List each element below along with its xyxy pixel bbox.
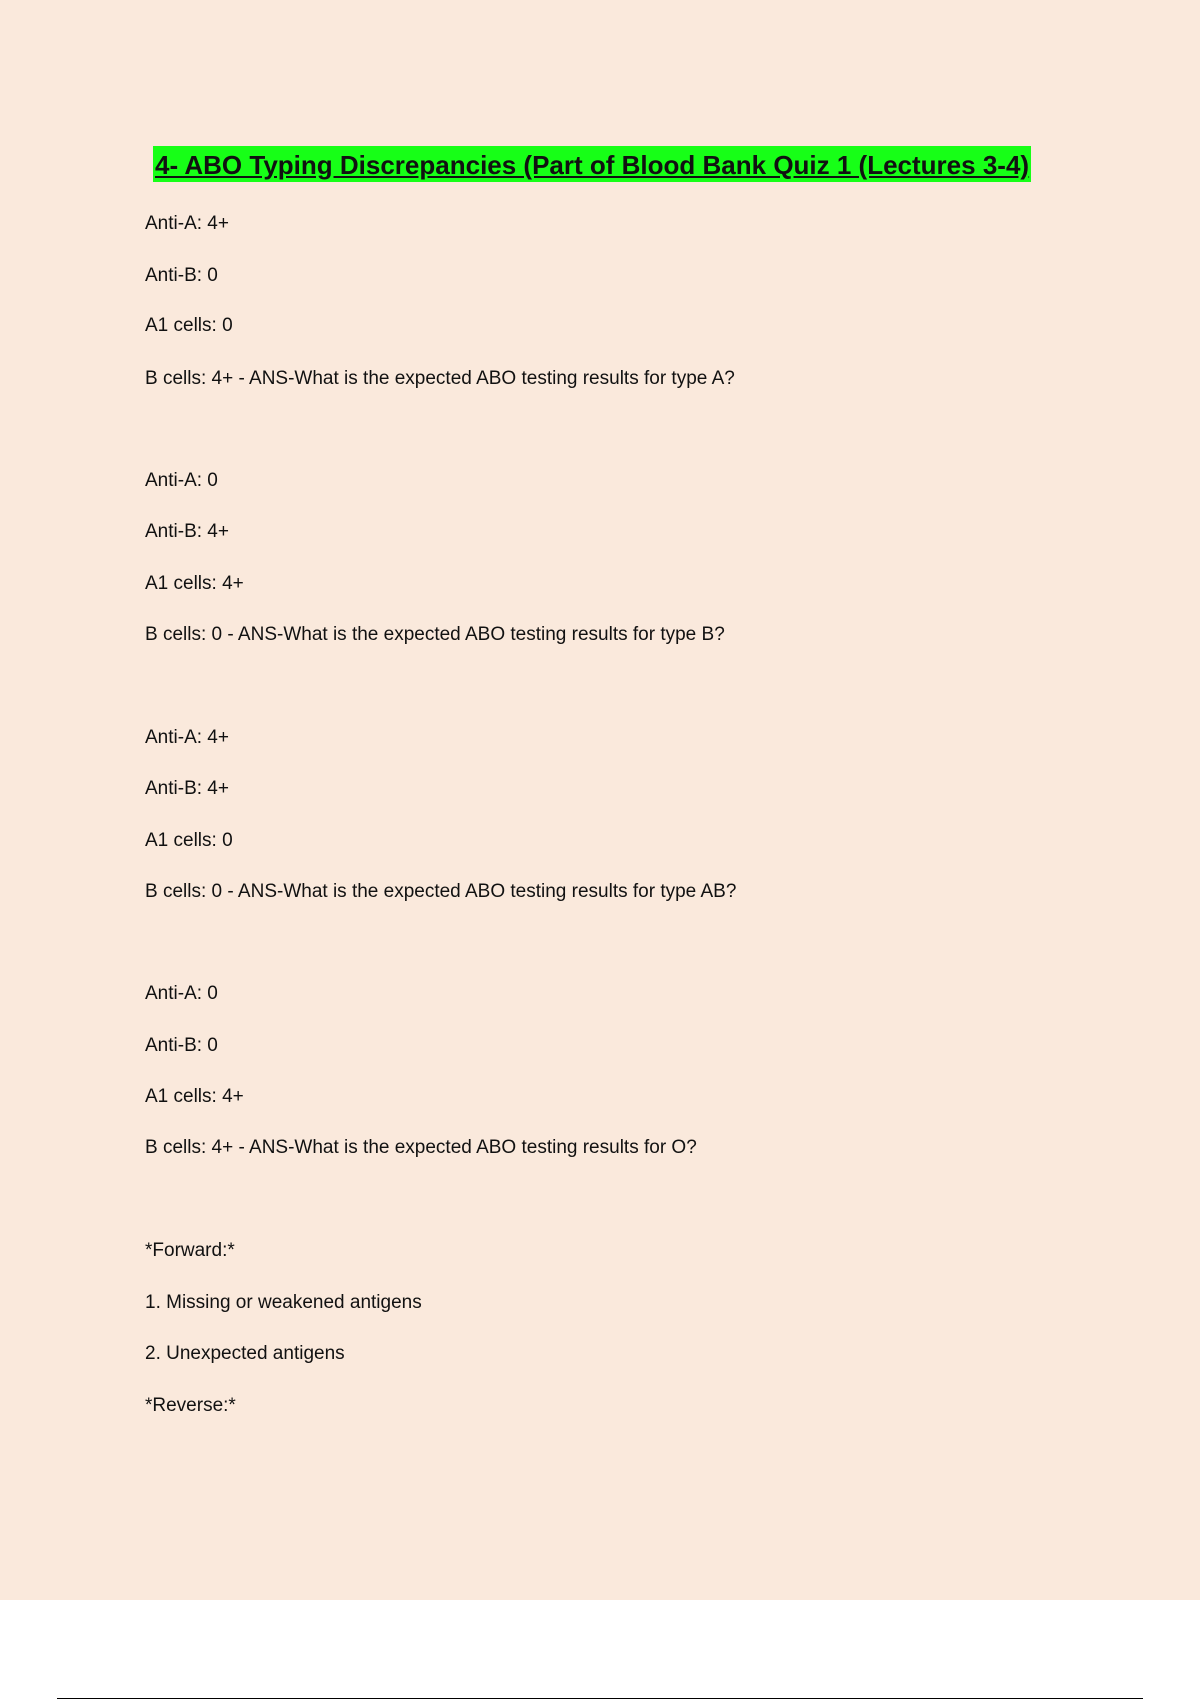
question-line: B cells: 0 - ANS-What is the expected ABO testing results for type B?	[145, 624, 725, 645]
section-heading: *Reverse:*	[145, 1395, 236, 1416]
footer-divider	[57, 1698, 1143, 1699]
text-line: Anti-B: 0	[145, 265, 218, 286]
section-heading: *Forward:*	[145, 1240, 235, 1261]
text-line: Anti-B: 4+	[145, 778, 229, 799]
text-line: A1 cells: 0	[145, 315, 233, 336]
list-item: 2. Unexpected antigens	[145, 1343, 345, 1364]
question-line: B cells: 4+ - ANS-What is the expected ABO testing results for type A?	[145, 368, 735, 389]
text-line: Anti-A: 4+	[145, 727, 229, 748]
text-line: A1 cells: 4+	[145, 1086, 244, 1107]
question-line: B cells: 4+ - ANS-What is the expected ABO testing results for O?	[145, 1137, 697, 1158]
text-line: Anti-A: 0	[145, 470, 218, 491]
text-line: Anti-A: 4+	[145, 213, 229, 234]
text-line: A1 cells: 4+	[145, 573, 244, 594]
text-line: Anti-B: 0	[145, 1035, 218, 1056]
question-line: B cells: 0 - ANS-What is the expected ABO testing results for type AB?	[145, 881, 737, 902]
list-item: 1. Missing or weakened antigens	[145, 1292, 422, 1313]
text-line: Anti-A: 0	[145, 983, 218, 1004]
document-title: 4- ABO Typing Discrepancies (Part of Blood Bank Quiz 1 (Lectures 3-4)	[153, 146, 1031, 182]
text-line: A1 cells: 0	[145, 830, 233, 851]
text-line: Anti-B: 4+	[145, 521, 229, 542]
